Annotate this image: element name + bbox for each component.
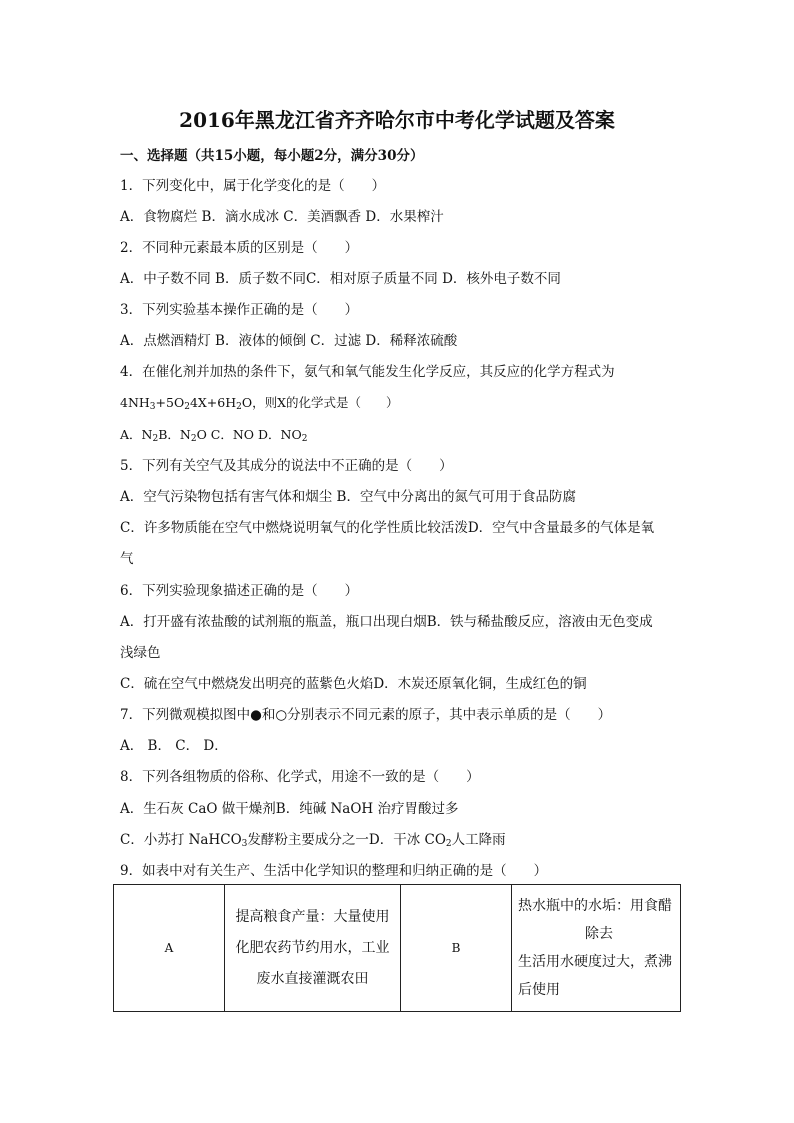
table-line: 热水瓶中的水垢：用食醋 xyxy=(518,898,672,914)
table-line: 化肥农药节约用水，工业 xyxy=(235,939,390,956)
question-6-options-3: C．硫在空气中燃烧发出明亮的蓝紫色火焰D．木炭还原氧化铜，生成红色的铜 xyxy=(120,676,587,692)
table-cell-a-content xyxy=(225,885,401,1012)
question-2-options: A．中子数不同 B．质子数不同C．相对原子质量不同 D．核外电子数不同 xyxy=(120,271,561,287)
question-4-equation xyxy=(120,394,399,412)
table-line: 除去 xyxy=(585,926,613,942)
table-line: 废水直接灌溉农田 xyxy=(256,970,369,987)
question-5: 5．下列有关空气及其成分的说法中不正确的是（ ） xyxy=(120,458,453,474)
question-5-options-2: C．许多物质能在空气中燃烧说明氧气的化学性质比较活泼D．空气中含量最多的气体是氧 xyxy=(120,520,655,536)
question-5-options-3: 气 xyxy=(120,551,134,567)
eq-part: O，则X的化学式是（ ） xyxy=(241,395,399,410)
table-cell-b-label: B xyxy=(401,885,512,1012)
eq-part: 4NH xyxy=(120,395,150,410)
document-title: 2016年黑龙江省齐齐哈尔市中考化学试题及答案 xyxy=(179,108,615,132)
question-6-options-1: A．打开盛有浓盐酸的试剂瓶的瓶盖，瓶口出现白烟B．铁与稀盐酸反应，溶液由无色变成 xyxy=(120,614,653,630)
eq-part: +5O xyxy=(155,395,185,410)
opt-part: 人工降雨 xyxy=(451,832,506,848)
table-cell-b-content xyxy=(512,885,681,1012)
question-2: 2．不同种元素最本质的区别是（ ） xyxy=(120,240,359,256)
question-7-options: A． B． C． D． xyxy=(120,738,228,754)
eq-part: 4X+6H xyxy=(189,395,237,410)
opt-sub: 2 xyxy=(190,434,197,444)
opt-part: 发酵粉主要成分之一D．干冰 CO xyxy=(247,832,446,848)
question-4-options xyxy=(120,426,307,444)
question-6-options-2: 浅绿色 xyxy=(120,645,161,661)
eq-sub: 2 xyxy=(184,402,190,412)
opt-part: O C．NO D．NO xyxy=(196,427,302,442)
question-5-options-1: A．空气污染物包括有害气体和烟尘 B．空气中分离出的氮气可用于食品防腐 xyxy=(120,489,576,505)
question-1-options: A．食物腐烂 B．滴水成冰 C．美酒飘香 D．水果榨汁 xyxy=(120,209,444,225)
question-7: 7．下列微观模拟图中●和○分别表示不同元素的原子，其中表示单质的是（ ） xyxy=(120,707,612,723)
opt-part: C．小苏打 NaHCO xyxy=(120,832,242,848)
opt-sub: 2 xyxy=(301,434,308,444)
question-8-options-1: A．生石灰 CaO 做干燥剂B．纯碱 NaOH 治疗胃酸过多 xyxy=(120,801,459,817)
eq-sub: 2 xyxy=(236,402,242,412)
opt-sub: 2 xyxy=(152,434,159,444)
question-4: 4．在催化剂并加热的条件下，氨气和氧气能发生化学反应，其反应的化学方程式为 xyxy=(120,364,615,380)
question-3-options: A．点燃酒精灯 B．液体的倾倒 C．过滤 D．稀释浓硫酸 xyxy=(120,333,458,349)
table-line: 后使用 xyxy=(518,982,560,998)
table-row xyxy=(114,885,681,1012)
eq-sub: 3 xyxy=(149,402,156,412)
table-line: 提高粮食产量：大量使用 xyxy=(235,908,390,925)
table-cell-a-label: A xyxy=(114,885,225,1012)
question-8-options-2 xyxy=(120,831,506,849)
question-1: 1．下列变化中，属于化学变化的是（ ） xyxy=(120,178,386,194)
opt-sub: 2 xyxy=(445,839,452,849)
question-8: 8．下列各组物质的俗称、化学式，用途不一致的是（ ） xyxy=(120,769,480,785)
question-6: 6．下列实验现象描述正确的是（ ） xyxy=(120,583,359,599)
question-9-table xyxy=(113,884,681,1012)
question-3: 3．下列实验基本操作正确的是（ ） xyxy=(120,302,359,318)
question-9: 9．如表中对有关生产、生活中化学知识的整理和归纳正确的是（ ） xyxy=(120,863,548,879)
opt-part: B．N xyxy=(158,427,191,442)
opt-sub: 3 xyxy=(241,839,248,849)
section-heading: 一、选择题（共15小题，每小题2分，满分30分） xyxy=(120,148,424,164)
opt-part: A．N xyxy=(120,427,153,442)
table-line: 生活用水硬度过大，煮沸 xyxy=(518,954,672,970)
